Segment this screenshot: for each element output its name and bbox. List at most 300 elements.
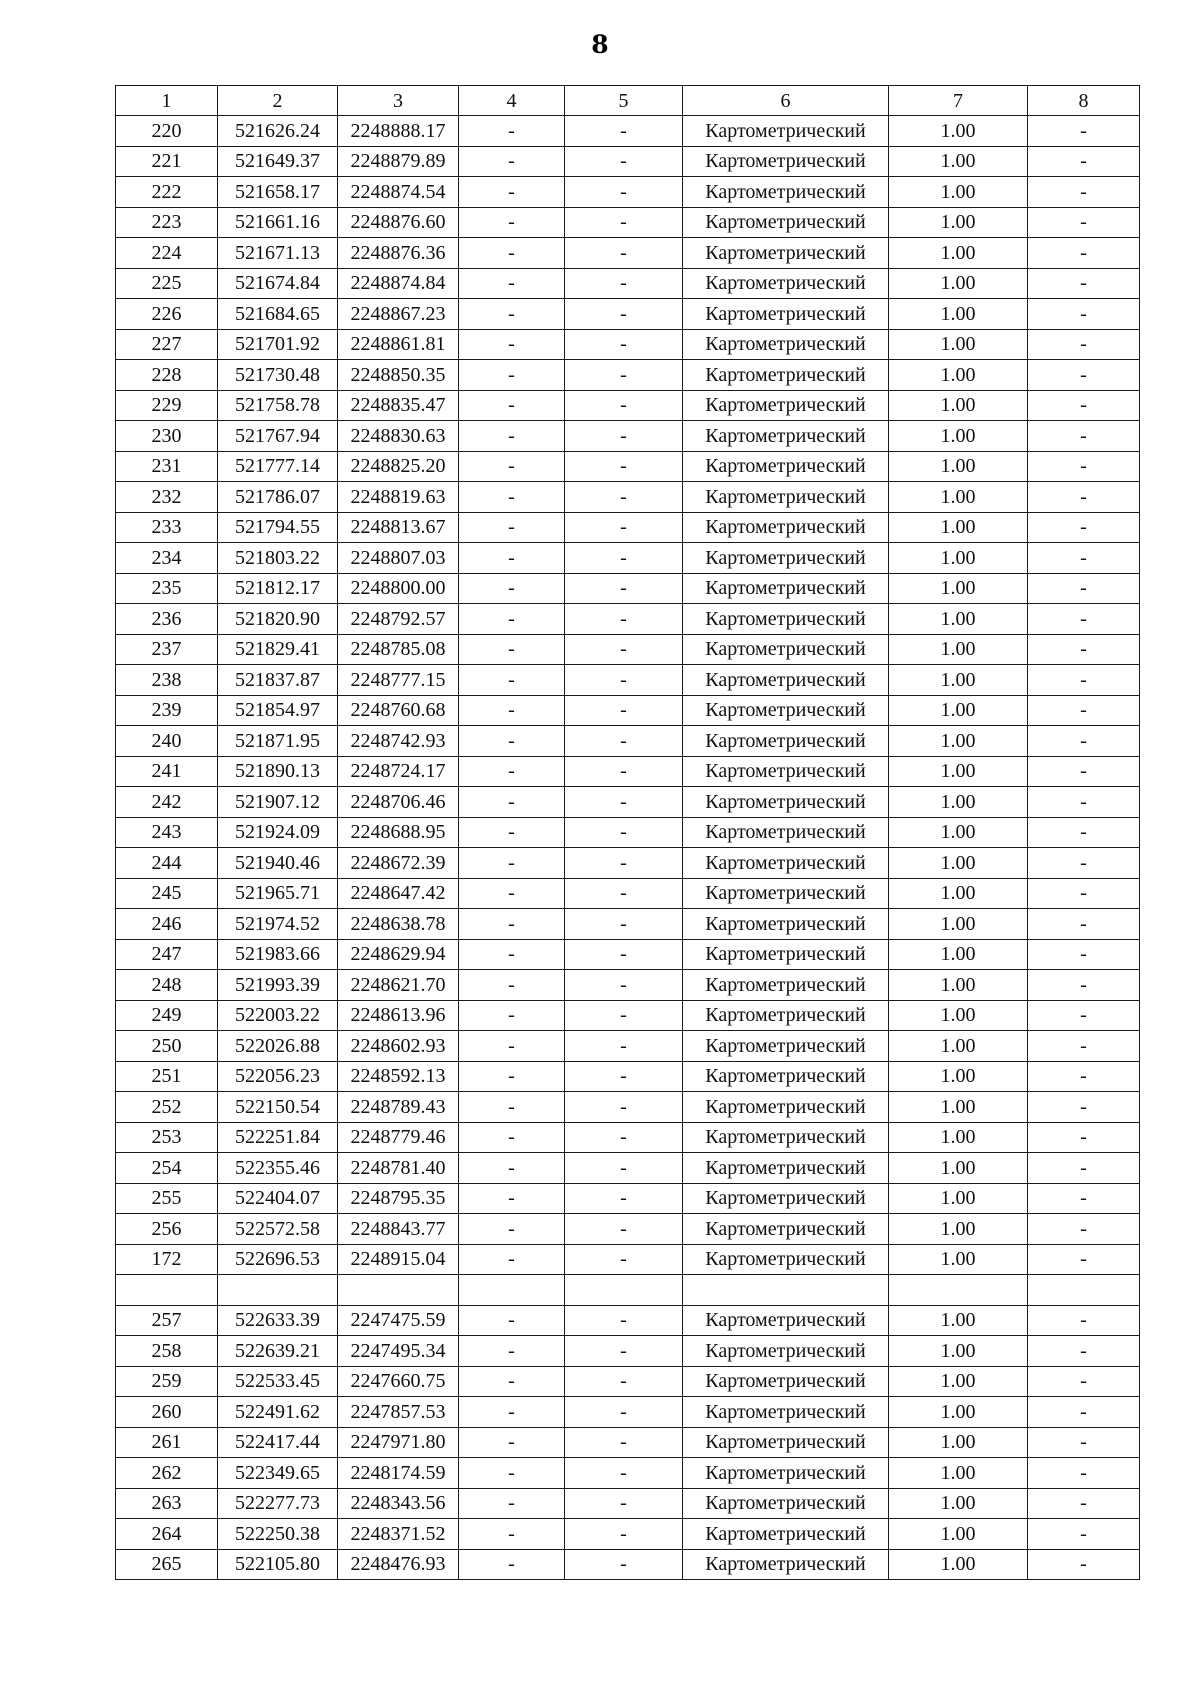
point-number-cell: 254 xyxy=(116,1153,218,1184)
method-cell: Картометрический xyxy=(683,1214,889,1245)
method-cell: Картометрический xyxy=(683,1061,889,1092)
accuracy-cell: 1.00 xyxy=(889,390,1028,421)
method-cell: Картометрический xyxy=(683,970,889,1001)
col4-cell: - xyxy=(459,1427,565,1458)
col5-cell: - xyxy=(565,695,683,726)
table-row xyxy=(116,177,1140,208)
col4-cell: - xyxy=(459,1061,565,1092)
col8-cell: - xyxy=(1028,1183,1140,1214)
col5-cell: - xyxy=(565,1153,683,1184)
accuracy-cell: 1.00 xyxy=(889,756,1028,787)
col4-cell: - xyxy=(459,238,565,269)
header-cell: 3 xyxy=(338,86,459,116)
y-coordinate-cell: 2248876.36 xyxy=(338,238,459,269)
method-cell: Картометрический xyxy=(683,1092,889,1123)
table-header-row xyxy=(116,86,1140,116)
method-cell: Картометрический xyxy=(683,177,889,208)
y-coordinate-cell: 2248629.94 xyxy=(338,939,459,970)
y-coordinate-cell: 2248621.70 xyxy=(338,970,459,1001)
col4-cell: - xyxy=(459,573,565,604)
y-coordinate-cell: 2247495.34 xyxy=(338,1336,459,1367)
col8-cell: - xyxy=(1028,1153,1140,1184)
x-coordinate-cell: 522572.58 xyxy=(218,1214,338,1245)
col8-cell: - xyxy=(1028,1458,1140,1489)
accuracy-cell: 1.00 xyxy=(889,1458,1028,1489)
x-coordinate-cell: 522491.62 xyxy=(218,1397,338,1428)
col8-cell: - xyxy=(1028,909,1140,940)
col5-cell: - xyxy=(565,1397,683,1428)
col8-cell: - xyxy=(1028,1397,1140,1428)
y-coordinate-cell: 2248792.57 xyxy=(338,604,459,635)
method-cell: Картометрический xyxy=(683,482,889,513)
col8-cell: - xyxy=(1028,1122,1140,1153)
col4-cell: - xyxy=(459,1183,565,1214)
col5-cell: - xyxy=(565,634,683,665)
col5-cell: - xyxy=(565,726,683,757)
col8-cell: - xyxy=(1028,1061,1140,1092)
col8-cell: - xyxy=(1028,1366,1140,1397)
accuracy-cell: 1.00 xyxy=(889,634,1028,665)
point-number-cell: 265 xyxy=(116,1549,218,1580)
point-number-cell: 230 xyxy=(116,421,218,452)
x-coordinate-cell: 521626.24 xyxy=(218,116,338,147)
col8-cell: - xyxy=(1028,1244,1140,1275)
col8-cell: - xyxy=(1028,573,1140,604)
col8-cell: - xyxy=(1028,360,1140,391)
accuracy-cell: 1.00 xyxy=(889,482,1028,513)
col8-cell: - xyxy=(1028,1092,1140,1123)
col8-cell: - xyxy=(1028,1305,1140,1336)
table-row xyxy=(116,1397,1140,1428)
x-coordinate-cell: 521871.95 xyxy=(218,726,338,757)
x-coordinate-cell: 522105.80 xyxy=(218,1549,338,1580)
col4-cell: - xyxy=(459,451,565,482)
header-cell: 2 xyxy=(218,86,338,116)
method-cell: Картометрический xyxy=(683,1488,889,1519)
x-coordinate-cell: 522696.53 xyxy=(218,1244,338,1275)
y-coordinate-cell: 2248835.47 xyxy=(338,390,459,421)
point-number-cell: 257 xyxy=(116,1305,218,1336)
y-coordinate-cell: 2248800.00 xyxy=(338,573,459,604)
point-number-cell: 247 xyxy=(116,939,218,970)
col5-cell: - xyxy=(565,116,683,147)
col8-cell: - xyxy=(1028,1031,1140,1062)
y-coordinate-cell: 2248781.40 xyxy=(338,1153,459,1184)
point-number-cell: 237 xyxy=(116,634,218,665)
x-coordinate-cell: 521758.78 xyxy=(218,390,338,421)
col8-cell: - xyxy=(1028,817,1140,848)
y-coordinate-cell: 2248777.15 xyxy=(338,665,459,696)
col8-cell: - xyxy=(1028,939,1140,970)
y-coordinate-cell: 2248647.42 xyxy=(338,878,459,909)
col8-cell: - xyxy=(1028,1427,1140,1458)
y-coordinate-cell: 2248850.35 xyxy=(338,360,459,391)
x-coordinate-cell: 521812.17 xyxy=(218,573,338,604)
col4-cell: - xyxy=(459,268,565,299)
method-cell: Картометрический xyxy=(683,1366,889,1397)
col5-cell: - xyxy=(565,1549,683,1580)
col4-cell: - xyxy=(459,1549,565,1580)
method-cell: Картометрический xyxy=(683,1336,889,1367)
col4-cell: - xyxy=(459,726,565,757)
y-coordinate-cell: 2248819.63 xyxy=(338,482,459,513)
table-row xyxy=(116,1488,1140,1519)
point-number-cell: 260 xyxy=(116,1397,218,1428)
col4-cell: - xyxy=(459,329,565,360)
table-body xyxy=(116,86,1140,1580)
method-cell: Картометрический xyxy=(683,268,889,299)
col5-cell: - xyxy=(565,1183,683,1214)
col4-cell: - xyxy=(459,970,565,1001)
accuracy-cell: 1.00 xyxy=(889,1488,1028,1519)
table-row xyxy=(116,726,1140,757)
y-coordinate-cell: 2248861.81 xyxy=(338,329,459,360)
y-coordinate-cell: 2248807.03 xyxy=(338,543,459,574)
x-coordinate-cell: 522417.44 xyxy=(218,1427,338,1458)
x-coordinate-cell: 521777.14 xyxy=(218,451,338,482)
header-cell: 8 xyxy=(1028,86,1140,116)
y-coordinate-cell: 2248706.46 xyxy=(338,787,459,818)
col4-cell: - xyxy=(459,482,565,513)
method-cell: Картометрический xyxy=(683,299,889,330)
x-coordinate-cell: 522404.07 xyxy=(218,1183,338,1214)
table-row xyxy=(116,116,1140,147)
col5-cell: - xyxy=(565,1458,683,1489)
point-number-cell: 240 xyxy=(116,726,218,757)
point-number-cell: 246 xyxy=(116,909,218,940)
col5-cell: - xyxy=(565,1214,683,1245)
point-number-cell: 250 xyxy=(116,1031,218,1062)
x-coordinate-cell: 521974.52 xyxy=(218,909,338,940)
accuracy-cell: 1.00 xyxy=(889,329,1028,360)
point-number-cell: 172 xyxy=(116,1244,218,1275)
point-number-cell: 231 xyxy=(116,451,218,482)
point-number-cell xyxy=(116,1275,218,1306)
col8-cell: - xyxy=(1028,512,1140,543)
method-cell: Картометрический xyxy=(683,726,889,757)
accuracy-cell: 1.00 xyxy=(889,573,1028,604)
method-cell: Картометрический xyxy=(683,878,889,909)
col4-cell: - xyxy=(459,787,565,818)
col5-cell: - xyxy=(565,299,683,330)
x-coordinate-cell: 522349.65 xyxy=(218,1458,338,1489)
page-number: 8 xyxy=(591,30,609,59)
col5-cell: - xyxy=(565,268,683,299)
method-cell: Картометрический xyxy=(683,329,889,360)
point-number-cell: 221 xyxy=(116,146,218,177)
col8-cell: - xyxy=(1028,756,1140,787)
table-row xyxy=(116,1122,1140,1153)
method-cell: Картометрический xyxy=(683,695,889,726)
x-coordinate-cell: 521767.94 xyxy=(218,421,338,452)
accuracy-cell: 1.00 xyxy=(889,238,1028,269)
y-coordinate-cell: 2248795.35 xyxy=(338,1183,459,1214)
method-cell: Картометрический xyxy=(683,421,889,452)
method-cell: Картометрический xyxy=(683,848,889,879)
col8-cell: - xyxy=(1028,451,1140,482)
method-cell: Картометрический xyxy=(683,238,889,269)
col4-cell: - xyxy=(459,1031,565,1062)
col4-cell: - xyxy=(459,817,565,848)
point-number-cell: 252 xyxy=(116,1092,218,1123)
table-row xyxy=(116,421,1140,452)
method-cell: Картометрический xyxy=(683,207,889,238)
accuracy-cell: 1.00 xyxy=(889,665,1028,696)
accuracy-cell: 1.00 xyxy=(889,848,1028,879)
col4-cell: - xyxy=(459,848,565,879)
table-row xyxy=(116,1336,1140,1367)
col5-cell: - xyxy=(565,146,683,177)
point-number-cell: 259 xyxy=(116,1366,218,1397)
table-row xyxy=(116,360,1140,391)
y-coordinate-cell: 2248813.67 xyxy=(338,512,459,543)
point-number-cell: 242 xyxy=(116,787,218,818)
col8-cell: - xyxy=(1028,1519,1140,1550)
method-cell: Картометрический xyxy=(683,939,889,970)
col5-cell: - xyxy=(565,1366,683,1397)
col8-cell: - xyxy=(1028,695,1140,726)
col4-cell: - xyxy=(459,543,565,574)
method-cell: Картометрический xyxy=(683,146,889,177)
accuracy-cell: 1.00 xyxy=(889,1336,1028,1367)
col5-cell: - xyxy=(565,329,683,360)
accuracy-cell: 1.00 xyxy=(889,604,1028,635)
col8-cell: - xyxy=(1028,421,1140,452)
col5-cell: - xyxy=(565,482,683,513)
col4-cell: - xyxy=(459,299,565,330)
point-number-cell: 238 xyxy=(116,665,218,696)
col5-cell: - xyxy=(565,1031,683,1062)
col8-cell: - xyxy=(1028,1214,1140,1245)
y-coordinate-cell: 2248371.52 xyxy=(338,1519,459,1550)
accuracy-cell: 1.00 xyxy=(889,1427,1028,1458)
x-coordinate-cell: 521854.97 xyxy=(218,695,338,726)
y-coordinate-cell: 2248867.23 xyxy=(338,299,459,330)
accuracy-cell: 1.00 xyxy=(889,878,1028,909)
table-row xyxy=(116,329,1140,360)
y-coordinate-cell xyxy=(338,1275,459,1306)
table-row xyxy=(116,1092,1140,1123)
method-cell: Картометрический xyxy=(683,787,889,818)
method-cell: Картометрический xyxy=(683,1427,889,1458)
col8-cell: - xyxy=(1028,634,1140,665)
col4-cell: - xyxy=(459,1458,565,1489)
col8-cell: - xyxy=(1028,604,1140,635)
point-number-cell: 244 xyxy=(116,848,218,879)
table-row xyxy=(116,1061,1140,1092)
table-row xyxy=(116,604,1140,635)
x-coordinate-cell: 522003.22 xyxy=(218,1000,338,1031)
col8-cell: - xyxy=(1028,878,1140,909)
col5-cell: - xyxy=(565,878,683,909)
col5-cell: - xyxy=(565,1122,683,1153)
y-coordinate-cell: 2248343.56 xyxy=(338,1488,459,1519)
y-coordinate-cell: 2248830.63 xyxy=(338,421,459,452)
x-coordinate-cell: 521649.37 xyxy=(218,146,338,177)
table-row xyxy=(116,756,1140,787)
coordinates-table xyxy=(115,85,1140,1580)
col8-cell: - xyxy=(1028,543,1140,574)
col5-cell: - xyxy=(565,665,683,696)
x-coordinate-cell xyxy=(218,1275,338,1306)
col8-cell: - xyxy=(1028,665,1140,696)
accuracy-cell: 1.00 xyxy=(889,177,1028,208)
header-cell: 5 xyxy=(565,86,683,116)
point-number-cell: 234 xyxy=(116,543,218,574)
method-cell: Картометрический xyxy=(683,116,889,147)
y-coordinate-cell: 2248876.60 xyxy=(338,207,459,238)
table-row xyxy=(116,665,1140,696)
table-row xyxy=(116,1153,1140,1184)
method-cell: Картометрический xyxy=(683,909,889,940)
x-coordinate-cell: 522026.88 xyxy=(218,1031,338,1062)
method-cell: Картометрический xyxy=(683,665,889,696)
col4-cell: - xyxy=(459,1305,565,1336)
point-number-cell: 222 xyxy=(116,177,218,208)
accuracy-cell: 1.00 xyxy=(889,787,1028,818)
x-coordinate-cell: 521829.41 xyxy=(218,634,338,665)
col8-cell: - xyxy=(1028,1000,1140,1031)
y-coordinate-cell: 2248174.59 xyxy=(338,1458,459,1489)
col8-cell: - xyxy=(1028,1549,1140,1580)
header-cell: 6 xyxy=(683,86,889,116)
table-row xyxy=(116,1031,1140,1062)
col8-cell: - xyxy=(1028,726,1140,757)
table-row xyxy=(116,390,1140,421)
col4-cell: - xyxy=(459,1153,565,1184)
col5-cell: - xyxy=(565,1244,683,1275)
y-coordinate-cell: 2247971.80 xyxy=(338,1427,459,1458)
table-row xyxy=(116,939,1140,970)
col4-cell: - xyxy=(459,390,565,421)
accuracy-cell: 1.00 xyxy=(889,512,1028,543)
y-coordinate-cell: 2248789.43 xyxy=(338,1092,459,1123)
accuracy-cell: 1.00 xyxy=(889,1244,1028,1275)
col5-cell: - xyxy=(565,970,683,1001)
col8-cell: - xyxy=(1028,1336,1140,1367)
col4-cell xyxy=(459,1275,565,1306)
col5-cell: - xyxy=(565,909,683,940)
col4-cell: - xyxy=(459,1244,565,1275)
table-row xyxy=(116,482,1140,513)
col5-cell: - xyxy=(565,604,683,635)
x-coordinate-cell: 522639.21 xyxy=(218,1336,338,1367)
table-row xyxy=(116,1366,1140,1397)
accuracy-cell: 1.00 xyxy=(889,909,1028,940)
col4-cell: - xyxy=(459,909,565,940)
point-number-cell: 224 xyxy=(116,238,218,269)
method-cell: Картометрический xyxy=(683,1458,889,1489)
col8-cell: - xyxy=(1028,482,1140,513)
accuracy-cell xyxy=(889,1275,1028,1306)
table-row xyxy=(116,238,1140,269)
method-cell: Картометрический xyxy=(683,1183,889,1214)
table-row xyxy=(116,207,1140,238)
col4-cell: - xyxy=(459,207,565,238)
col4-cell: - xyxy=(459,1122,565,1153)
point-number-cell: 220 xyxy=(116,116,218,147)
x-coordinate-cell: 522250.38 xyxy=(218,1519,338,1550)
col4-cell: - xyxy=(459,939,565,970)
x-coordinate-cell: 522277.73 xyxy=(218,1488,338,1519)
col5-cell: - xyxy=(565,512,683,543)
col8-cell: - xyxy=(1028,787,1140,818)
col4-cell: - xyxy=(459,1519,565,1550)
col5-cell: - xyxy=(565,756,683,787)
y-coordinate-cell: 2248672.39 xyxy=(338,848,459,879)
table-row xyxy=(116,1427,1140,1458)
method-cell: Картометрический xyxy=(683,512,889,543)
x-coordinate-cell: 521820.90 xyxy=(218,604,338,635)
point-number-cell: 229 xyxy=(116,390,218,421)
table-row xyxy=(116,634,1140,665)
accuracy-cell: 1.00 xyxy=(889,299,1028,330)
accuracy-cell: 1.00 xyxy=(889,1549,1028,1580)
col5-cell: - xyxy=(565,1061,683,1092)
col5-cell: - xyxy=(565,817,683,848)
col8-cell: - xyxy=(1028,146,1140,177)
accuracy-cell: 1.00 xyxy=(889,1000,1028,1031)
col8-cell: - xyxy=(1028,238,1140,269)
x-coordinate-cell: 521671.13 xyxy=(218,238,338,269)
table-row xyxy=(116,543,1140,574)
x-coordinate-cell: 522533.45 xyxy=(218,1366,338,1397)
x-coordinate-cell: 521658.17 xyxy=(218,177,338,208)
point-number-cell: 256 xyxy=(116,1214,218,1245)
method-cell: Картометрический xyxy=(683,1549,889,1580)
col4-cell: - xyxy=(459,177,565,208)
method-cell: Картометрический xyxy=(683,390,889,421)
table-row xyxy=(116,1549,1140,1580)
col8-cell: - xyxy=(1028,970,1140,1001)
col8-cell: - xyxy=(1028,1488,1140,1519)
col4-cell: - xyxy=(459,1397,565,1428)
col4-cell: - xyxy=(459,604,565,635)
col4-cell: - xyxy=(459,1092,565,1123)
table-row xyxy=(116,1000,1140,1031)
header-cell: 4 xyxy=(459,86,565,116)
accuracy-cell: 1.00 xyxy=(889,1214,1028,1245)
table-row xyxy=(116,970,1140,1001)
accuracy-cell: 1.00 xyxy=(889,726,1028,757)
point-number-cell: 258 xyxy=(116,1336,218,1367)
col5-cell: - xyxy=(565,543,683,574)
col4-cell: - xyxy=(459,360,565,391)
method-cell: Картометрический xyxy=(683,817,889,848)
col8-cell xyxy=(1028,1275,1140,1306)
y-coordinate-cell: 2248613.96 xyxy=(338,1000,459,1031)
accuracy-cell: 1.00 xyxy=(889,116,1028,147)
col5-cell: - xyxy=(565,360,683,391)
x-coordinate-cell: 521837.87 xyxy=(218,665,338,696)
col4-cell: - xyxy=(459,695,565,726)
point-number-cell: 233 xyxy=(116,512,218,543)
col5-cell: - xyxy=(565,207,683,238)
table-row xyxy=(116,1214,1140,1245)
table-row xyxy=(116,817,1140,848)
col5-cell: - xyxy=(565,848,683,879)
col5-cell: - xyxy=(565,177,683,208)
y-coordinate-cell: 2248888.17 xyxy=(338,116,459,147)
table-separator-row xyxy=(116,1275,1140,1306)
table-row xyxy=(116,1244,1140,1275)
table-row xyxy=(116,268,1140,299)
y-coordinate-cell: 2247660.75 xyxy=(338,1366,459,1397)
x-coordinate-cell: 522056.23 xyxy=(218,1061,338,1092)
accuracy-cell: 1.00 xyxy=(889,1122,1028,1153)
point-number-cell: 232 xyxy=(116,482,218,513)
y-coordinate-cell: 2248592.13 xyxy=(338,1061,459,1092)
